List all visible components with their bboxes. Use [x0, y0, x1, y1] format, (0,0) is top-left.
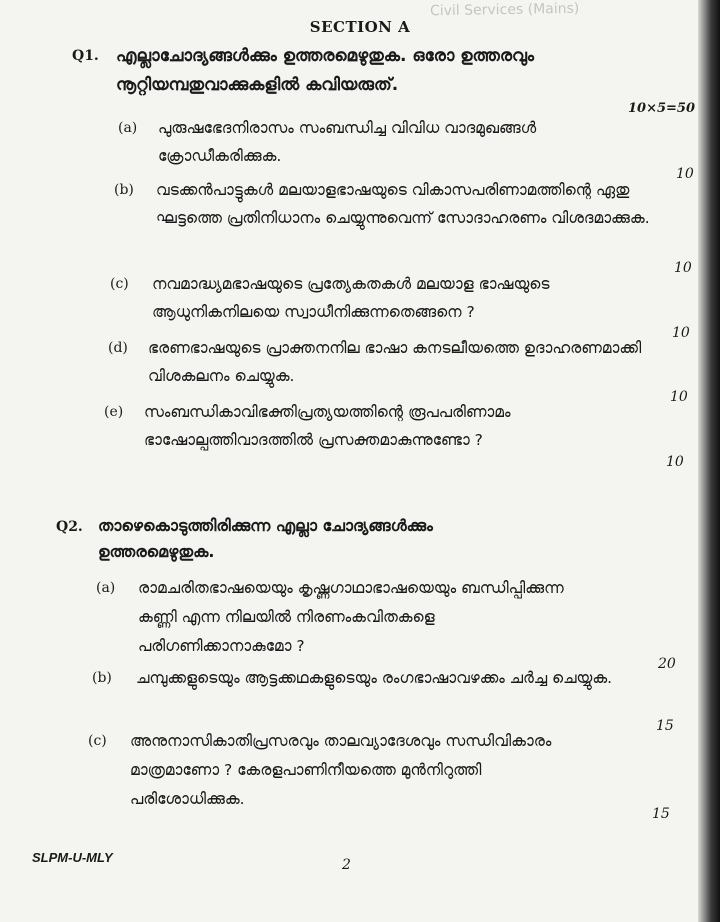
q1a-label: (a)	[118, 120, 138, 136]
q2a-text: രാമചരിതഭാഷയെയും കൃഷ്ണഗാഥാഭാഷയെയും ബന്ധിപ്പിക്കുന്ന കണ്ണി എന്ന നിലയിൽ നിരണംകവിതകളെ പരിഗണിക്കാനാകുമോ ?	[138, 579, 564, 655]
section-title: SECTION A	[309, 18, 411, 36]
q1d-marks: 10	[670, 389, 688, 405]
q2b-text: ചമ്പുക്കളുടെയും ആട്ടക്കഥകളുടെയും രംഗഭാഷാവഴക്കം ചർച്ച ചെയ്യുക.	[136, 669, 613, 687]
q1d-label: (d)	[108, 340, 128, 356]
q2c-text: അനുനാസികാതിപ്രസരവും താലവ്യാദേശവും സന്ധിവികാരം മാത്രമാണോ ? കേരളപാണിനീയത്തെ മുൻനിറുത്തി പരിശോധിക്കുക.	[130, 732, 552, 808]
q1c-marks: 10	[672, 325, 690, 341]
q1-number: Q1.	[72, 48, 99, 64]
page-number: 2	[342, 857, 351, 873]
q2c-marks: 15	[652, 806, 670, 822]
q1-total-marks: 10×5=50	[628, 101, 696, 116]
q2c-label: (c)	[88, 733, 107, 749]
q1a-marks: 10	[676, 166, 694, 182]
q1b-label: (b)	[114, 182, 134, 198]
q1b-marks: 10	[674, 260, 692, 276]
q1b-text: വടക്കൻപാട്ടുകൾ മലയാളഭാഷയുടെ വികാസപരിണാമത്തിന്റെ ഏതു ഘട്ടത്തെ പ്രതിനിധാനം ചെയ്യുന്നുവെന്ന് സോദാഹരണം വിശദമാക്കുക.	[156, 181, 650, 227]
bleed-through-text: Civil Services (Mains)	[429, 0, 580, 20]
q1a-text: പുരുഷഭേദനിരാസം സംബന്ധിച്ച വിവിധ വാദമുഖങ്ങൾ ക്രോഡീകരിക്കുക.	[158, 119, 537, 165]
q1e-text: സംബന്ധികാവിഭക്തിപ്രത്യയത്തിന്റെ രൂപപരിണാമം ഭാഷോല്പത്തിവാദത്തിൽ പ്രസക്തമാകുന്നുണ്ടോ ?	[144, 403, 511, 449]
q2b-marks: 15	[656, 718, 674, 734]
q2a-label: (a)	[96, 580, 116, 596]
q1-text: എല്ലാചോദ്യങ്ങൾക്കും ഉത്തരമെഴുതുക. ഒരോ ഉത്തരവും നൂറ്റിയമ്പതുവാക്കുകളിൽ കവിയരുത്.	[116, 46, 535, 95]
q1c-label: (c)	[110, 276, 129, 292]
q1c-text: നവമാദ്ധ്യമഭാഷയുടെ പ്രത്യേകതകൾ മലയാള ഭാഷയുടെ ആധുനികനിലയെ സ്വാധീനിക്കുന്നതെങ്ങനെ ?	[152, 275, 550, 321]
q1e-label: (e)	[104, 404, 124, 420]
q2b-label: (b)	[92, 670, 112, 686]
q2-number: Q2.	[56, 519, 83, 535]
page-edge-shadow	[698, 0, 720, 922]
q1e-marks: 10	[666, 454, 684, 470]
q2a-marks: 20	[658, 656, 676, 672]
paper-code: SLPM-U-MLY	[32, 850, 113, 865]
q1d-text: ഭരണഭാഷയുടെ പ്രാക്തനനില ഭാഷാ കനടലീയത്തെ ഉദാഹരണമാക്കി വിശകലനം ചെയ്യുക.	[148, 339, 642, 385]
q2-text: താഴെകൊടുത്തിരിക്കുന്ന എല്ലാ ചോദ്യങ്ങൾക്കും ഉത്തരമെഴുതുക.	[98, 516, 433, 561]
